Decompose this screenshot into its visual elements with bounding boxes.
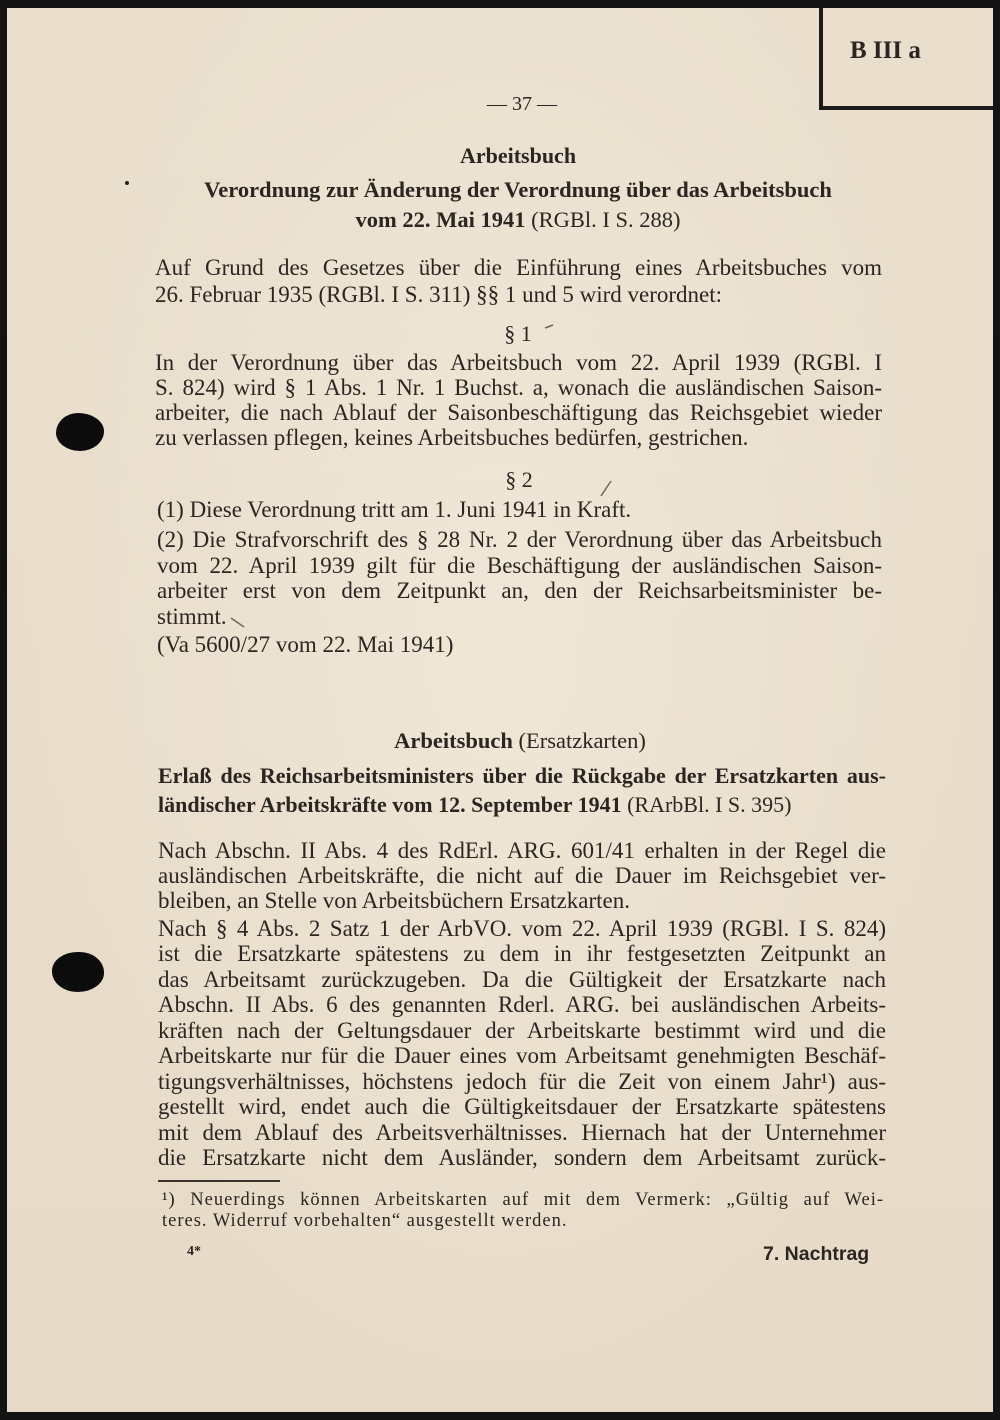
scan-edge-top bbox=[0, 0, 1000, 8]
paragraph-line: Arbeitskarte nur für die Dauer eines vom Arbeitsamt genehmigten Beschäf- bbox=[158, 1043, 886, 1069]
section-2-clause-1: (1) Diese Verordnung tritt am 1. Juni 1941 in Kraft. bbox=[157, 497, 632, 522]
paragraph-line: tigungsverhältnisses, höchstens jedoch für die Zeit von einem Jahr¹) aus- bbox=[158, 1068, 886, 1094]
footnote-line: ¹) Neuerdings können Arbeitskarten auf mit dem Vermerk: „Gültig auf Wei- bbox=[162, 1190, 884, 1210]
punch-hole bbox=[56, 413, 104, 451]
ink-dot bbox=[125, 181, 129, 185]
decree-subtopic: (Ersatzkarten) bbox=[518, 728, 646, 753]
decree-title-line bbox=[158, 790, 886, 819]
preamble-line: Auf Grund des Gesetzes über die Einführung eines Arbeitsbuches vom bbox=[155, 255, 882, 280]
scan-edge-left bbox=[0, 0, 7, 1420]
paragraph-line: ist die Ersatzkarte spätestens zu dem in ihr festgesetzten Zeitpunkt an bbox=[158, 941, 886, 967]
paragraph-line: (2) Die Strafvorschrift des § 28 Nr. 2 der Verordnung über das Arbeitsbuch bbox=[157, 527, 882, 552]
regulation-citation: (RGBl. I S. 288) bbox=[531, 207, 681, 232]
footnote-line: teres. Widerruf vorbehalten“ ausgestellt werden. bbox=[162, 1211, 568, 1231]
regulation-date-line bbox=[118, 206, 918, 234]
section-1-text bbox=[155, 350, 882, 450]
decree-paragraph-1 bbox=[158, 838, 886, 913]
preamble bbox=[155, 254, 882, 308]
paragraph-line: kräften nach der Geltungsdauer der Arbeitskarte bestimmt wird und die bbox=[158, 1017, 886, 1043]
paragraph-line: arbeiter, die nach Ablauf der Saisonbeschäftigung das Reichsgebiet wieder bbox=[155, 400, 882, 425]
decree-title-line: Erlaß des Reichsarbeitsministers über die Rückgabe der Ersatzkarten aus- bbox=[158, 763, 886, 788]
paragraph-line: Abschn. II Abs. 6 des genannten Rderl. ARG. bei ausländischen Arbeits- bbox=[158, 992, 886, 1018]
supplement-label: 7. Nachtrag bbox=[763, 1243, 870, 1265]
paragraph-line: Nach § 4 Abs. 2 Satz 1 der ArbVO. vom 22. April 1939 (RGBl. I S. 824) bbox=[158, 916, 886, 941]
regulation-title: Verordnung zur Änderung der Verordnung über das Arbeitsbuch bbox=[204, 177, 832, 202]
page-number: — 37 — bbox=[487, 93, 557, 115]
paragraph-line: mit dem Ablauf des Arbeitsverhältnisses. Hiernach hat der Unternehmer bbox=[158, 1119, 886, 1145]
preamble-line: 26. Februar 1935 (RGBl. I S. 311) §§ 1 und 5 wird verordnet: bbox=[155, 282, 723, 307]
section-2-heading: § 2 bbox=[505, 467, 533, 492]
paragraph-line: In der Verordnung über das Arbeitsbuch vom 22. April 1939 (RGBl. I bbox=[155, 350, 882, 375]
paragraph-line: Nach Abschn. II Abs. 4 des RdErl. ARG. 601/41 erhalten in der Regel die bbox=[158, 838, 886, 863]
decree-topic: Arbeitsbuch bbox=[394, 728, 513, 753]
paragraph-line: vom 22. April 1939 gilt für die Beschäftigung der ausländischen Saison- bbox=[157, 552, 882, 578]
section-1-heading: § 1 bbox=[504, 321, 532, 346]
sheet-signature: 4* bbox=[187, 1244, 201, 1259]
section-code: B III a bbox=[850, 37, 921, 64]
paragraph-line: bleiben, an Stelle von Arbeitsbüchern Ersatzkarten. bbox=[158, 888, 630, 913]
punch-hole bbox=[52, 952, 104, 992]
scan-edge-bottom bbox=[0, 1412, 1000, 1420]
file-reference: (Va 5600/27 vom 22. Mai 1941) bbox=[157, 632, 454, 657]
decree-title bbox=[158, 761, 886, 819]
paragraph-line: die Ersatzkarte nicht dem Ausländer, sondern dem Arbeitsamt zurück- bbox=[158, 1145, 886, 1171]
scan-edge-right bbox=[993, 0, 1000, 1420]
decree-paragraph-2 bbox=[158, 916, 886, 1171]
paragraph-line: arbeiter erst von dem Zeitpunkt an, den der Reichsarbeitsminister be- bbox=[157, 578, 882, 604]
footnote-rule bbox=[158, 1180, 280, 1182]
paragraph-line: gestellt wird, endet auch die Gültigkeitsdauer der Ersatzkarte spätestens bbox=[158, 1094, 886, 1120]
paragraph-line: zu verlassen pflegen, keines Arbeitsbuches bedürfen, gestrichen. bbox=[155, 425, 749, 450]
decree-title-text: ländischer Arbeitskräfte vom 12. September 1941 bbox=[158, 792, 622, 817]
section-box-border-bottom bbox=[819, 106, 993, 110]
decree-topic-line bbox=[320, 727, 720, 755]
section-box-border-left bbox=[819, 8, 823, 110]
decree-citation: (RArbBl. I S. 395) bbox=[627, 792, 792, 817]
paragraph-line: das Arbeitsamt zurückzugeben. Da die Gültigkeit der Ersatzkarte nach bbox=[158, 966, 886, 992]
regulation-topic: Arbeitsbuch bbox=[459, 143, 577, 168]
section-2-clause-2 bbox=[157, 527, 882, 629]
footnote bbox=[162, 1190, 884, 1232]
paragraph-line: ausländischen Arbeitskräfte, die nicht auf die Dauer im Reichsgebiet ver- bbox=[158, 863, 886, 888]
paragraph-line: S. 824) wird § 1 Abs. 1 Nr. 1 Buchst. a, wonach die ausländischen Saison- bbox=[155, 375, 882, 400]
paragraph-line: stimmt. bbox=[157, 603, 227, 629]
regulation-date: vom 22. Mai 1941 bbox=[355, 207, 526, 232]
